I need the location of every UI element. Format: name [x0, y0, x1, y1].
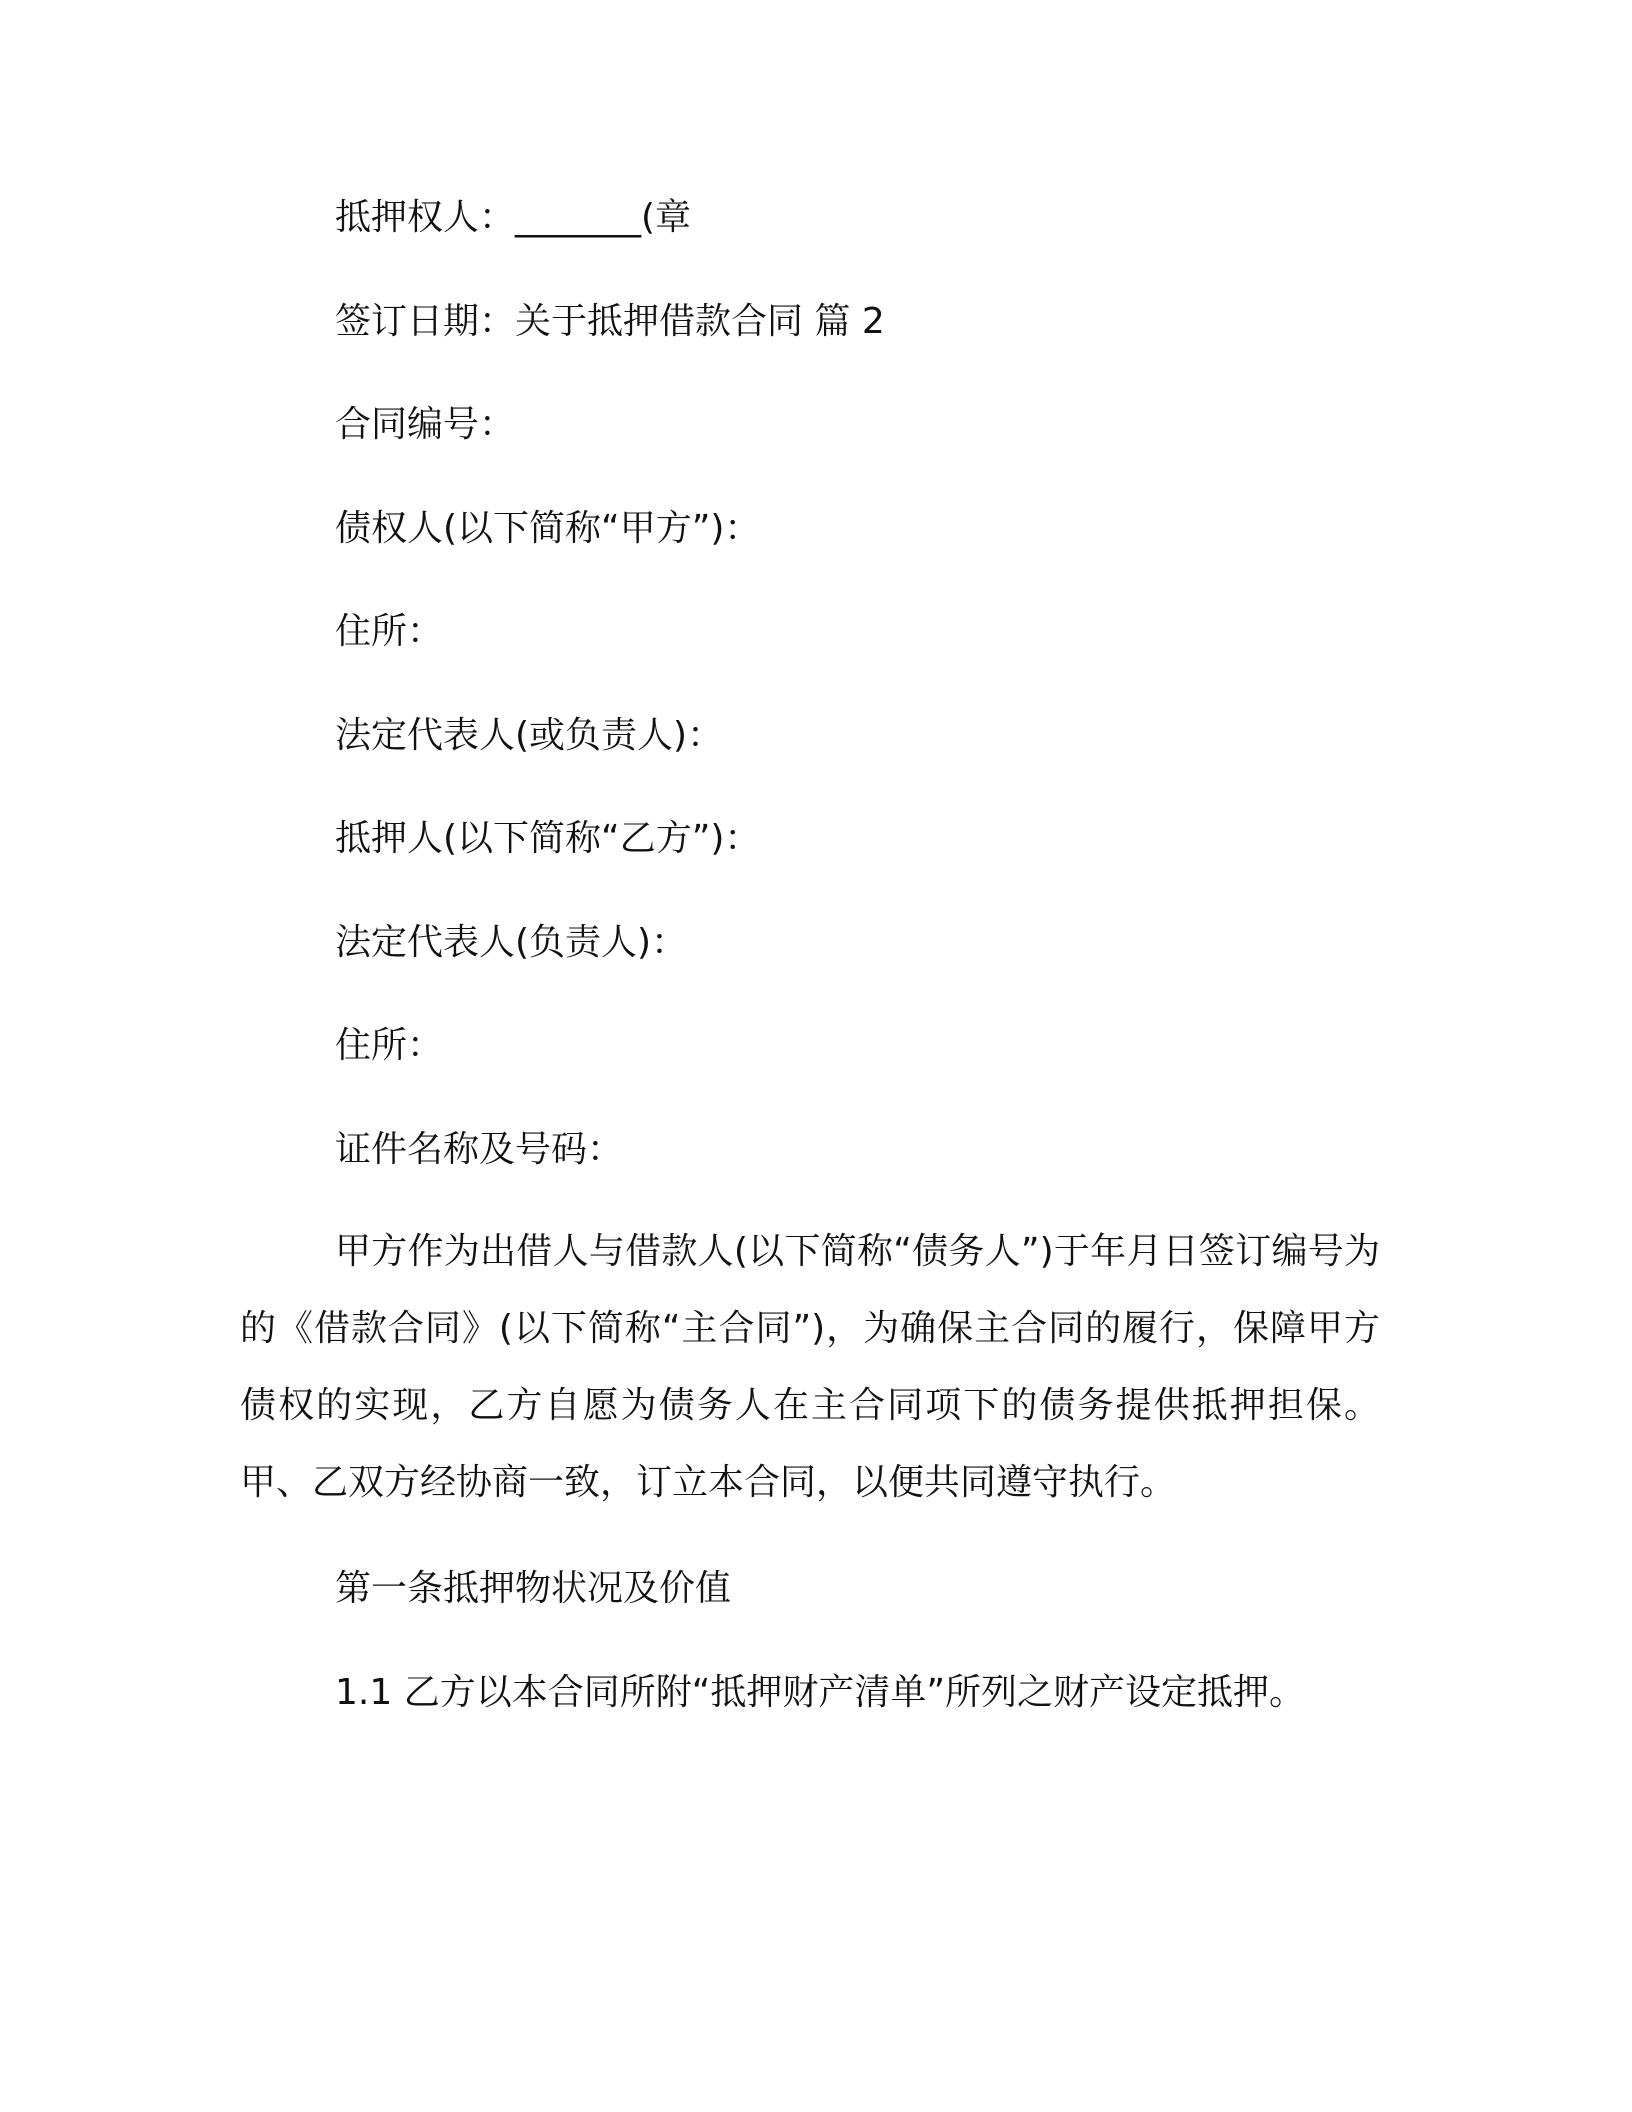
article-one-heading: 第一条抵押物状况及价值 — [335, 1568, 732, 1609]
clause-1-1: 1.1 乙方以本合同所附“抵押财产清单”所列之财产设定抵押。 — [335, 1672, 1305, 1713]
mortgagee-signature-line: 抵押权人：_______(章 — [335, 197, 692, 238]
contract-number-line: 合同编号： — [335, 404, 516, 445]
mortgagor-address-line: 住所： — [335, 1025, 444, 1066]
creditor-address-line: 住所： — [335, 611, 444, 652]
preamble-paragraph: 甲方作为出借人与借款人(以下简称“债务人”)于年月日签订编号为的《借款合同》(以下简称“主合同”)，为确保主合同的履行，保障甲方债权的实现，乙方自愿为债务人在主合同项下的债务提供抵押担保。甲、乙双方经协商一致，订立本合同，以便共同遵守执行。 — [240, 1231, 1380, 1503]
mortgagor-representative-line: 法定代表人(负责人)： — [335, 922, 688, 963]
signing-date-line: 签订日期：关于抵押借款合同 篇 2 — [335, 301, 885, 342]
creditor-representative-line: 法定代表人(或负责人)： — [335, 715, 724, 756]
id-document-line: 证件名称及号码： — [335, 1129, 624, 1170]
creditor-line: 债权人(以下简称“甲方”)： — [335, 508, 761, 549]
mortgagor-line: 抵押人(以下简称“乙方”)： — [335, 818, 761, 859]
